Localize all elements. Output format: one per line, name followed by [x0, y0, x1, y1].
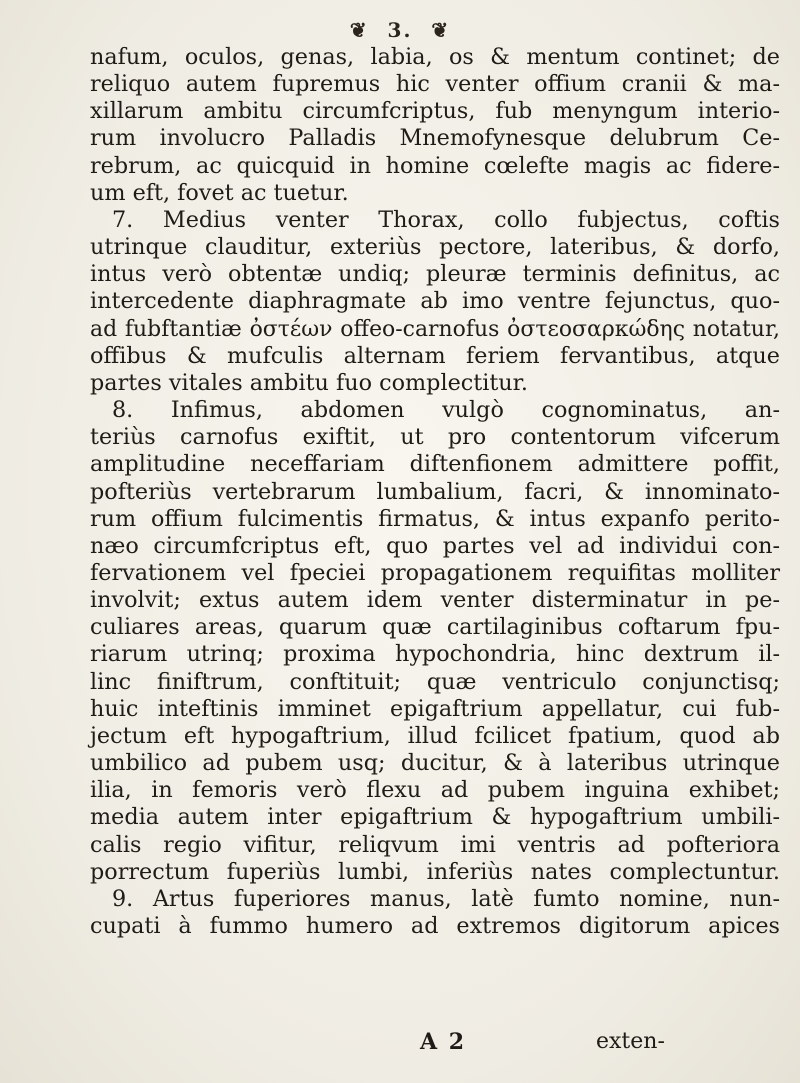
text-line: jectum eft hypogaftrium, illud fcilicet fpatium, quod ab	[90, 722, 780, 749]
text-line: rum involucro Palladis Mnemofynesque delubrum Ce-	[90, 125, 780, 152]
text-line: teriùs carnofus exiftit, ut pro contentorum vifcerum	[90, 424, 780, 451]
text-line: rebrum, ac quicquid in homine cœlefte magis ac fidere-	[90, 152, 780, 179]
text-line: fervationem vel fpeciei propagationem requifitas molliter	[90, 559, 780, 586]
fleuron-left-icon: ❦	[349, 18, 369, 42]
text-line: media autem inter epigaftrium & hypogaftrium umbili-	[90, 804, 780, 831]
catchword: exten-	[596, 1029, 665, 1054]
fleuron-right-icon: ❦	[431, 18, 451, 42]
page-number: 3.	[387, 18, 413, 42]
text-line: calis regio vifitur, reliqvum imi ventris ad pofteriora	[90, 831, 780, 858]
text-line: intus verò obtentæ undiq; pleuræ terminis definitus, ac	[90, 261, 780, 288]
text-line: næo circumfcriptus eft, quo partes vel ad individui con-	[90, 532, 780, 559]
text-line: xillarum ambitu circumfcriptus, fub menyngum interio-	[90, 98, 780, 125]
text-line: nafum, oculos, genas, labia, os & mentum continet; de	[90, 44, 780, 70]
text-line: ad fubftantiæ ὀστέων offeo-carnofus ὀστεοσαρκώδης notatur,	[90, 316, 780, 342]
text-line: utrinque clauditur, exteriùs pectore, lateribus, & dorfo,	[90, 234, 780, 261]
text-line: 9. Artus fuperiores manus, latè fumto nomine, nun-	[112, 885, 780, 912]
text-line: umbilico ad pubem usq; ducitur, & à lateribus utrinque	[90, 750, 780, 777]
text-line: 8. Infimus, abdomen vulgò cognominatus, an-	[112, 397, 780, 424]
text-line: 7. Medius venter Thorax, collo fubjectus, coftis	[112, 206, 780, 233]
text-line: rum offium fulcimentis firmatus, & intus expanfo perito-	[90, 505, 780, 532]
running-head	[0, 18, 800, 42]
text-line: um eft, fovet ac tuetur.	[90, 179, 349, 206]
text-line: riarum utrinq; proxima hypochondria, hinc dextrum il-	[90, 641, 780, 668]
text-line: offibus & mufculis alternam feriem fervantibus, atque	[90, 342, 780, 369]
text-line: cupati à fummo humero ad extremos digitorum apices	[90, 913, 780, 939]
text-line: huic inteftinis imminet epigaftrium appellatur, cui fub-	[90, 695, 780, 722]
text-line: amplitudine neceffariam diftenfionem admittere poffit,	[90, 451, 780, 478]
text-line: intercedente diaphragmate ab imo ventre fejunctus, quo-	[90, 288, 780, 315]
text-line: porrectum fuperiùs lumbi, inferiùs nates complectuntur.	[90, 858, 780, 885]
signature-mark: A 2	[420, 1029, 467, 1055]
text-line: reliquo autem fupremus hic venter offium cranii & ma-	[90, 71, 780, 98]
text-line: linc finiftrum, conftituit; quæ ventriculo conjunctisq;	[90, 668, 780, 695]
body-text	[90, 44, 780, 940]
text-line: involvit; extus autem idem venter disterminatur in pe-	[90, 587, 780, 614]
text-line: pofteriùs vertebrarum lumbalium, facri, & innominato-	[90, 478, 780, 505]
text-line: culiares areas, quarum quæ cartilaginibus coftarum fpu-	[90, 614, 780, 641]
text-line: partes vitales ambitu fuo complectitur.	[90, 369, 528, 396]
text-line: ilia, in femoris verò flexu ad pubem inguina exhibet;	[90, 777, 780, 804]
